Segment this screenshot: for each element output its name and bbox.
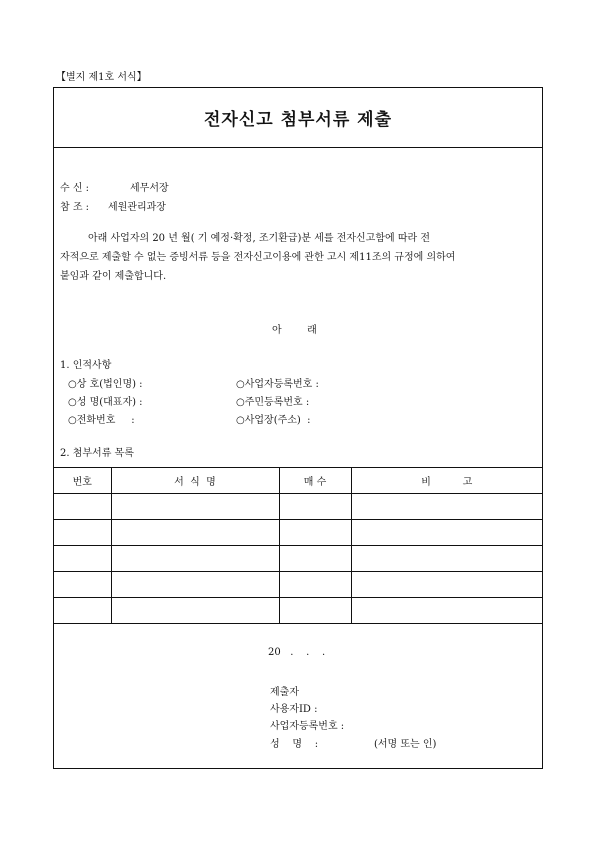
table-cell[interactable] [111,520,279,546]
field-phone: ○전화번호 : [68,415,135,426]
reference-value: 세원관리과장 [108,202,166,213]
business-no-field: 사업자등록번호 : [270,721,345,732]
table-cell[interactable] [54,572,111,598]
table-cell[interactable] [351,598,542,624]
attachments-table [54,467,542,624]
table-cell[interactable] [54,598,111,624]
table-row [54,572,542,598]
table-row [54,546,542,572]
section2-title: 2. 첨부서류 목록 [60,448,134,459]
col-header-number: 번호 [54,468,111,494]
title-box [54,88,542,148]
table-row [54,494,542,520]
table-cell[interactable] [54,546,111,572]
col-header-form-name: 서 식 명 [111,468,279,494]
recipient-value: 세무서장 [130,183,169,194]
table-cell[interactable] [111,598,279,624]
field-business-address: ○사업장(주소) : [236,415,311,426]
submission-date: 20 . . . [268,647,326,658]
submitter-label: 제출자 [270,687,299,698]
document-title: 전자신고 첨부서류 제출 [203,110,393,130]
table-row [54,520,542,546]
table-cell[interactable] [351,546,542,572]
body-line-1: 아래 사업자의 20 년 월( 기 예정·확정, 조기환급)분 세를 전자신고함에 따라 전 [88,233,430,244]
form-label: 【별지 제1호 서식】 [56,72,147,83]
col-header-count: 매 수 [279,468,351,494]
table-cell[interactable] [351,520,542,546]
table-cell[interactable] [279,598,351,624]
field-representative: ○성 명(대표자) : [68,397,143,408]
table-cell[interactable] [351,572,542,598]
table-row [54,598,542,624]
table-cell[interactable] [279,520,351,546]
user-id-field: 사용자ID : [270,704,318,715]
table-cell[interactable] [111,572,279,598]
table-cell[interactable] [111,546,279,572]
table-header-row [54,468,542,494]
table-cell[interactable] [54,494,111,520]
table-cell[interactable] [351,494,542,520]
name-field: 성 명 : [270,739,319,750]
table-cell[interactable] [279,572,351,598]
table-cell[interactable] [279,546,351,572]
signature-hint: (서명 또는 인) [374,739,437,750]
table-cell[interactable] [54,520,111,546]
table-cell[interactable] [111,494,279,520]
form-frame [53,87,543,769]
recipient-label: 수 신 : [60,183,90,194]
center-heading: 아 래 [272,325,317,336]
body-line-3: 붙임과 같이 제출합니다. [60,271,167,282]
field-company-name: ○상 호(법인명) : [68,379,143,390]
reference-label: 참 조 : [60,202,90,213]
col-header-remarks: 비 고 [351,468,542,494]
field-business-reg-no: ○사업자등록번호 : [236,379,319,390]
body-line-2: 자적으로 제출할 수 없는 증빙서류 등을 전자신고이용에 관한 고시 제11조의 규정에 의하여 [60,252,456,263]
section1-title: 1. 인적사항 [60,360,112,371]
table-cell[interactable] [279,494,351,520]
field-resident-reg-no: ○주민등록번호 : [236,397,310,408]
